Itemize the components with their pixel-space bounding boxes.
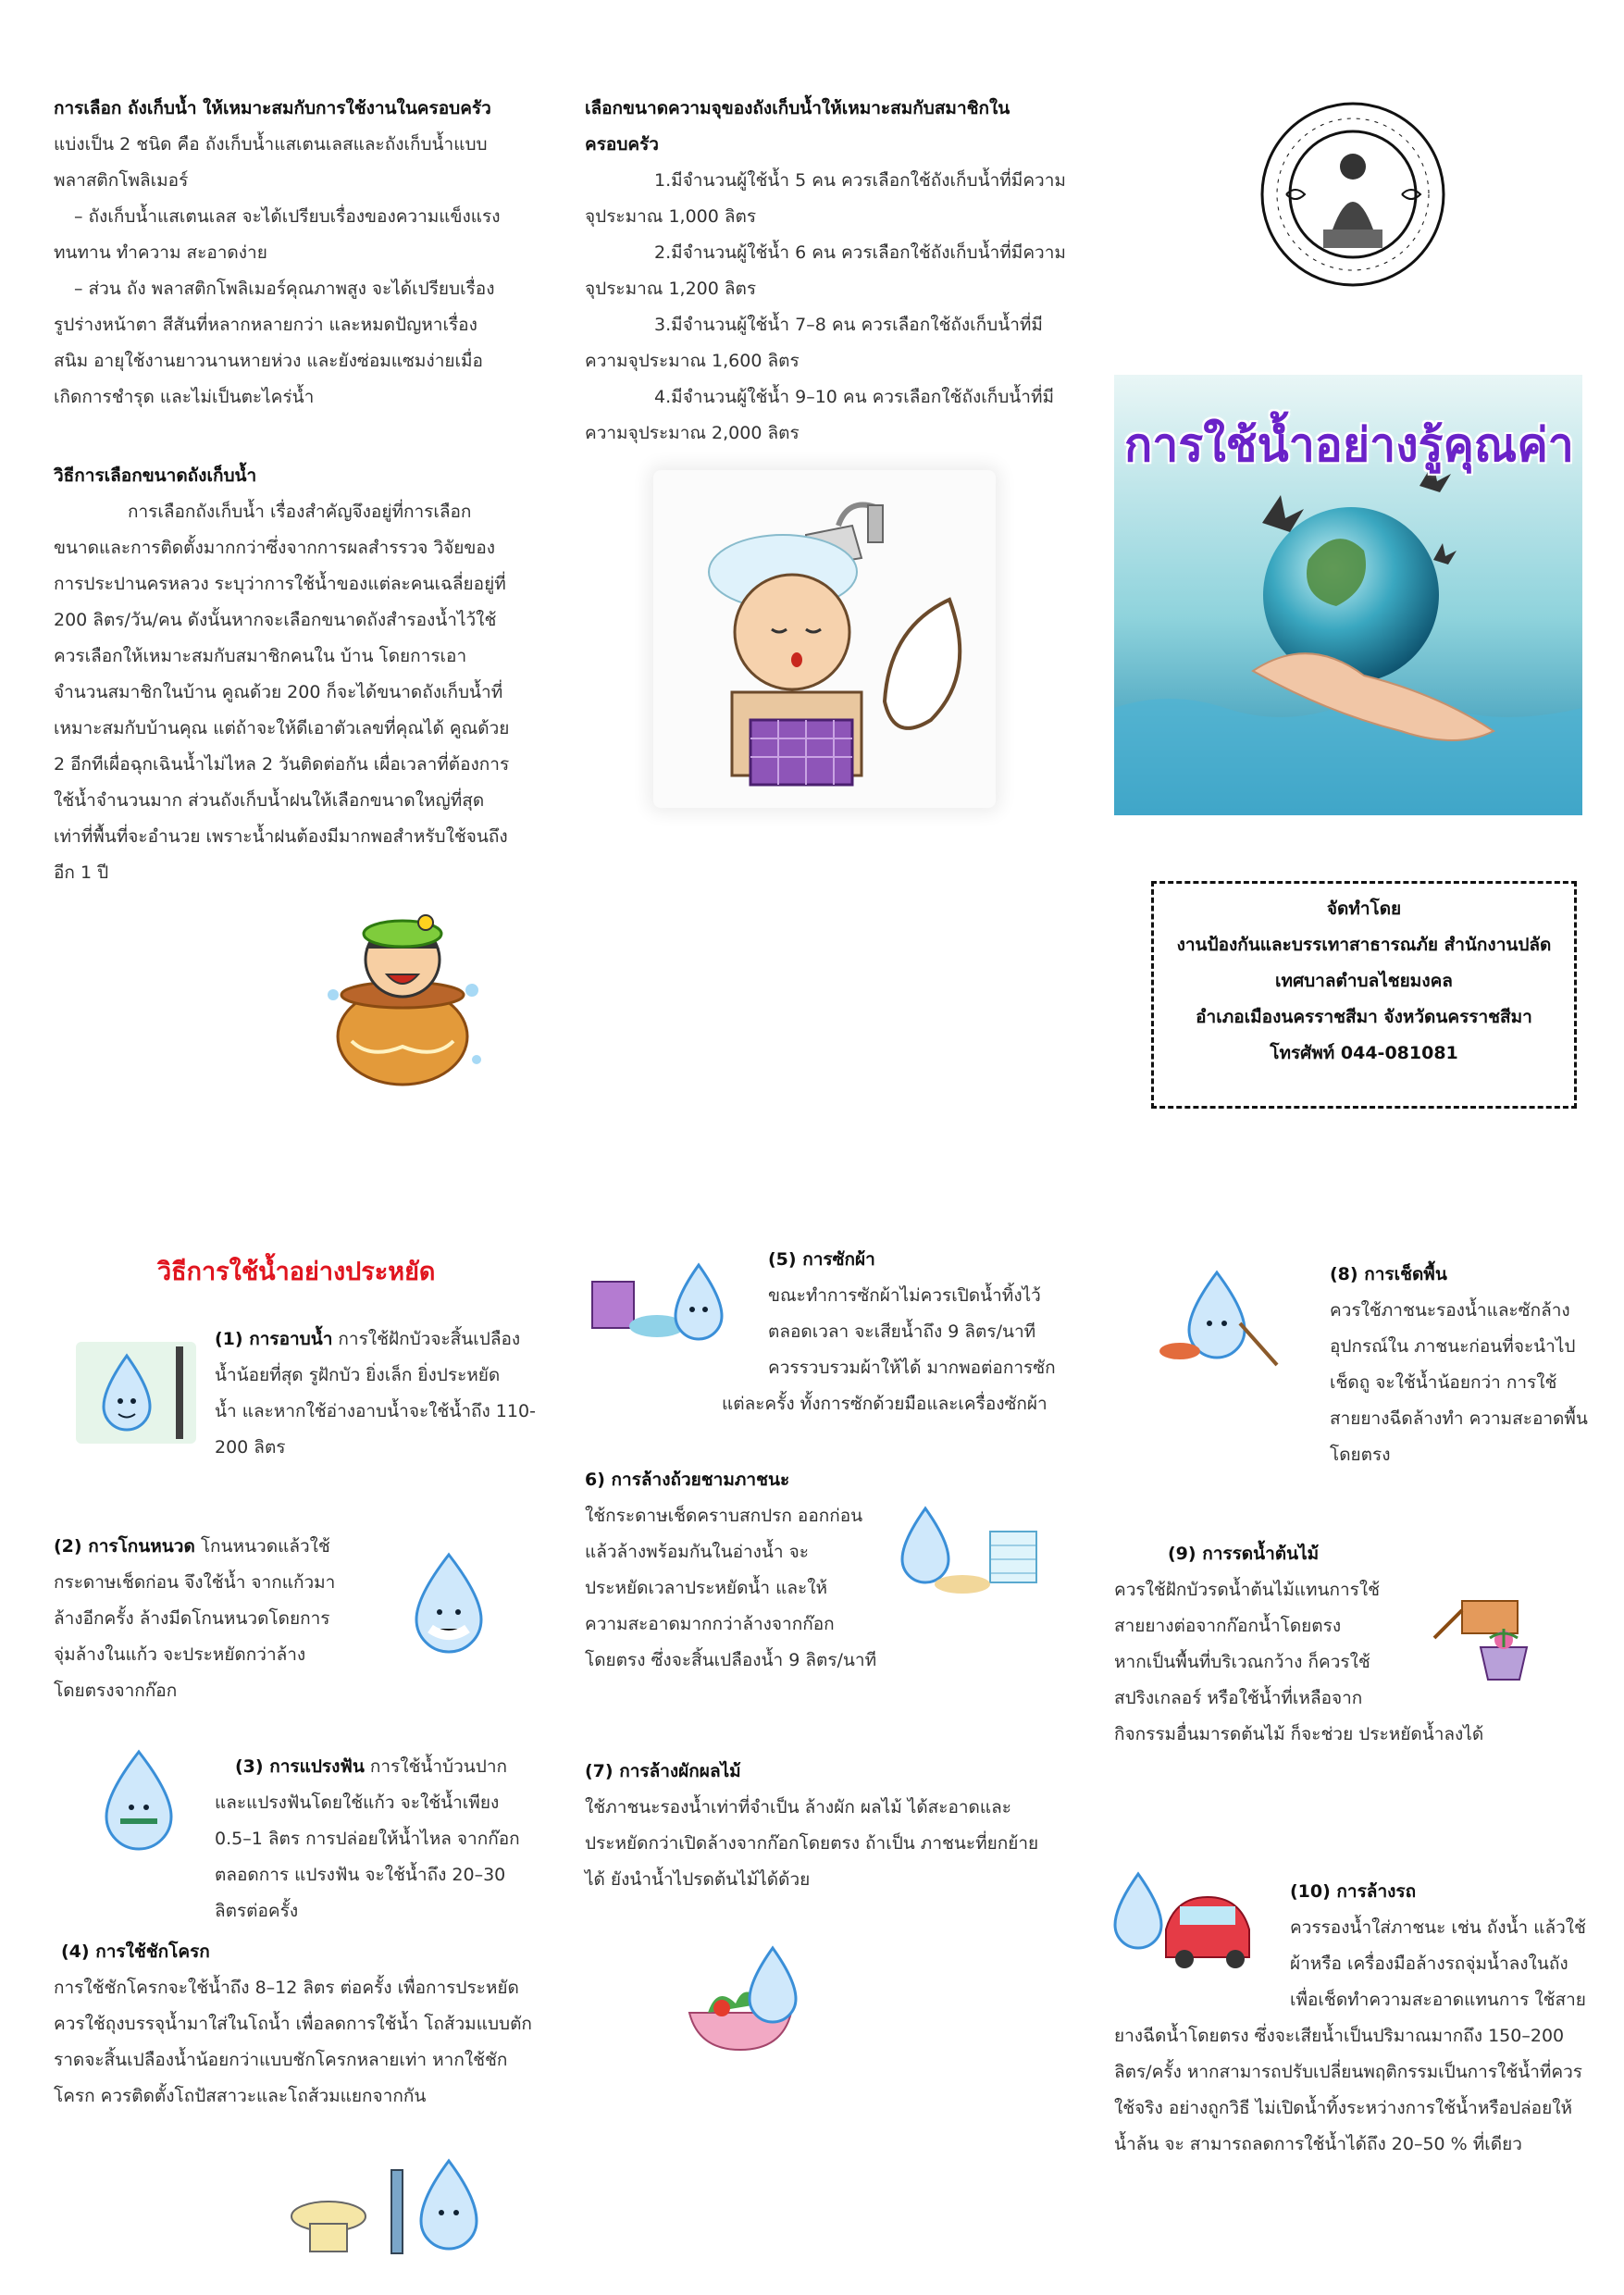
credit-phone: โทรศัพท์ 044-081081 bbox=[1270, 1043, 1458, 1063]
tip-text: การใช้ชักโครกจะใช้น้ำถึง 8–12 ลิตร ต่อครั้ง เพื่อการประหยัด bbox=[54, 1978, 519, 1998]
tip-text: ควรรองน้ำใส่ภาชนะ เช่น ถังน้ำ แล้วใช้ bbox=[1290, 1917, 1586, 1938]
tip-heading: 6) การล้างถ้วยชามภาชนะ bbox=[585, 1470, 790, 1490]
tip-text: ลิตรต่อครั้ง bbox=[215, 1901, 299, 1921]
tip-text: น้ำน้อยที่สุด รูฝักบัว ยิ่งเล็ก ยิ่งประหยัด bbox=[215, 1365, 501, 1385]
tip-text: ผ้าหรือ เครื่องมือล้างรถจุ่มน้ำลงในถัง bbox=[1290, 1954, 1568, 1974]
text-line: ขนาดและการติดตั้งมากกว่าซึ่งจากการผลสำรรวจ วิจัยของ bbox=[54, 538, 496, 558]
municipality-seal bbox=[1258, 100, 1448, 290]
tip-text: โกนหนวดแล้วใช้ bbox=[194, 1536, 330, 1557]
text-line: 2 อีกทีเผื่อฉุกเฉินน้ำไม่ไหล 2 วันติดต่อกัน เผื่อเวลาที่ต้องการ bbox=[54, 754, 510, 775]
tip-text: แต่ละครั้ง ทั้งการซักด้วยมือและเครื่องซักผ้า bbox=[722, 1394, 1048, 1414]
vegetable-drop-icon bbox=[671, 1939, 814, 2059]
saving-title: วิธีการใช้น้ำอย่างประหยัด bbox=[157, 1258, 436, 1286]
tip-text: โครก ควรติดตั้งโถปัสสาวะและโถส้วมแยกจากกัน bbox=[54, 2086, 427, 2106]
credit-municipality: เทศบาลตำบลไชยมงคล bbox=[1275, 971, 1453, 991]
tip-text: แล้วล้างพร้อมกันในอ่างน้ำ จะ bbox=[585, 1542, 809, 1562]
tip-text: ประหยัดเวลาประหยัดน้ำ และให้ bbox=[585, 1578, 828, 1598]
capacity-section bbox=[585, 91, 1075, 452]
cover-title: การใช้น้ำอย่างรู้คุณค่า bbox=[1124, 418, 1574, 472]
tip-text: ตลอดเวลา จะเสียน้ำถึง 9 ลิตร/นาที bbox=[768, 1321, 1036, 1342]
tip-heading: (10) การล้างรถ bbox=[1290, 1881, 1417, 1902]
text-line: เกิดการชำรุด และไม่เป็นตะไคร่น้ำ bbox=[54, 387, 315, 407]
text-line: – ส่วน ถัง พลาสติกโพลิเมอร์คุณภาพสูง จะได้เปรียบเรื่อง bbox=[74, 279, 495, 299]
tip-text: โดยตรงจากก๊อก bbox=[54, 1681, 178, 1701]
tip-text: น้ำล้น จะ สามารถลดการใช้น้ำได้ถึง 20–50 % ที่เดียว bbox=[1114, 2134, 1522, 2154]
text-line: การประปานครหลวง ระบุว่าการใช้น้ำของแต่ละคนเฉลี่ยอยู่ที่ bbox=[54, 574, 506, 594]
tip-text: โดยตรง bbox=[1330, 1445, 1391, 1465]
tip-text: ควรรวบรวมผ้าให้ได้ มากพอต่อการซัก bbox=[768, 1358, 1056, 1378]
tip-text: ลิตร/ครั้ง หากสามารถปรับเปลี่ยนพฤติกรรมเป็นการใช้น้ำที่ควร bbox=[1114, 2062, 1582, 2082]
tip-shaving bbox=[54, 1529, 387, 1709]
text-line: ควรเลือกให้เหมาะสมกับสมาชิกคนใน บ้าน โดยการเอา bbox=[54, 646, 467, 666]
tip-text: ควรใช้ภาชนะรองน้ำและซักล้าง bbox=[1330, 1300, 1570, 1321]
tip-text: การใช้น้ำบ้วนปาก bbox=[364, 1756, 508, 1777]
tip-car-wash bbox=[1114, 1874, 1595, 2163]
tank-choice-section bbox=[54, 91, 535, 416]
tip-text: ขณะทำการซักผ้าไม่ควรเปิดน้ำทิ้งไว้ bbox=[768, 1285, 1041, 1306]
tip-vegetables bbox=[585, 1754, 1085, 1898]
tank-size-method-section bbox=[54, 458, 535, 891]
capacity-item: ความจุประมาณ 2,000 ลิตร bbox=[585, 423, 800, 443]
toothbrush-drop-icon bbox=[93, 1744, 185, 1855]
tip-heading: (9) การรดน้ำต้นไม้ bbox=[1168, 1544, 1320, 1564]
toilet-drop-icon bbox=[282, 2152, 495, 2263]
capacity-item: ความจุประมาณ 1,600 ลิตร bbox=[585, 351, 800, 371]
tip-heading: (8) การเช็ดพื้น bbox=[1330, 1264, 1447, 1284]
tip-text: ใช้กระดาษเช็ดคราบสกปรก ออกก่อน bbox=[585, 1506, 863, 1526]
tip-text: ความสะอาดมากกว่าล้างจากก๊อก bbox=[585, 1614, 835, 1634]
tip-mopping bbox=[1330, 1257, 1607, 1473]
credit-department: งานป้องกันและบรรเทาสาธารณภัย สำนักงานปลัด bbox=[1176, 935, 1552, 955]
tip-text: เช็ดถู จะใช้น้ำน้อยกว่า การใช้ bbox=[1330, 1372, 1557, 1393]
shaving-drop-icon bbox=[393, 1545, 514, 1656]
bathing-jar-illustration bbox=[315, 902, 490, 1087]
tip-heading: (5) การซักผ้า bbox=[768, 1249, 875, 1270]
capacity-item: 3.มีจำนวนผู้ใช้น้ำ 7–8 คน ควรเลือกใช้ถังเก็บน้ำที่มี bbox=[654, 315, 1043, 335]
capacity-item: 4.มีจำนวนผู้ใช้น้ำ 9–10 คน ควรเลือกใช้ถังเก็บน้ำที่มี bbox=[654, 387, 1054, 407]
tip-text: สายยางต่อจากก๊อกน้ำโดยตรง bbox=[1114, 1616, 1342, 1636]
tip-heading: (3) การแปรงฟัน bbox=[235, 1756, 365, 1777]
tip-text: ประหยัดกว่าเปิดล้างจากก๊อกโดยตรง ถ้าเป็น ภาชนะที่ยกย้าย bbox=[585, 1833, 1039, 1854]
text-line: ใช้น้ำจำนวนมาก ส่วนถังเก็บน้ำฝนให้เลือกขนาดใหญ่ที่สุด bbox=[54, 790, 485, 811]
tip-shower bbox=[215, 1321, 548, 1466]
tip-text: และแปรงฟันโดยใช้แก้ว จะใช้น้ำเพียง bbox=[215, 1793, 500, 1813]
tip-toothbrush bbox=[215, 1749, 548, 1929]
capacity-item: จุประมาณ 1,200 ลิตร bbox=[585, 279, 757, 299]
tip-laundry bbox=[722, 1242, 1110, 1422]
capacity-heading: ครอบครัว bbox=[585, 134, 659, 155]
tip-text: กระดาษเช็ดก่อน จึงใช้น้ำ จากแก้วมา bbox=[54, 1572, 336, 1593]
tip-toilet bbox=[54, 1934, 553, 2115]
tip-text: การใช้ฝักบัวจะสิ้นเปลือง bbox=[332, 1329, 521, 1349]
mopping-drop-icon bbox=[1152, 1268, 1282, 1370]
shower-drop-icon bbox=[76, 1342, 196, 1444]
tip-text: ใช้ภาชนะรองน้ำเท่าที่จำเป็น ล้างผัก ผลไม้ ได้สะอาดและ bbox=[585, 1797, 1011, 1817]
text-line: รูปร่างหน้าตา สีสันที่หลากหลายกว่า และหมดปัญหาเรื่อง bbox=[54, 315, 477, 335]
tip-dishwashing bbox=[585, 1462, 918, 1679]
text-line: เหมาะสมกับบ้านคุณ แต่ถ้าจะให้ดีเอาตัวเลขที่คุณได้ คูณด้วย bbox=[54, 718, 510, 738]
text-line: การเลือกถังเก็บน้ำ เรื่องสำคัญจึงอยู่ที่การเลือก bbox=[128, 502, 472, 522]
text-line: 200 ลิตร/วัน/คน ดังนั้นหากจะเลือกขนาดถังสำรองน้ำไว้ใช้ bbox=[54, 610, 497, 630]
tank-size-method-heading: วิธีการเลือกขนาดถังเก็บน้ำ bbox=[54, 465, 257, 486]
tip-text: ควรใช้ฝักบัวรดน้ำต้นไม้แทนการใช้ bbox=[1114, 1580, 1381, 1600]
tip-heading: (2) การโกนหนวด bbox=[54, 1536, 195, 1557]
tip-text: อุปกรณ์ใน ภาชนะก่อนที่จะนำไป bbox=[1330, 1336, 1576, 1357]
capacity-item: 1.มีจำนวนผู้ใช้น้ำ 5 คน ควรเลือกใช้ถังเก็บน้ำที่มีความ bbox=[654, 170, 1066, 191]
tip-text: สปริงเกลอร์ หรือใช้น้ำที่เหลือจาก bbox=[1114, 1688, 1363, 1708]
capacity-item: จุประมาณ 1,000 ลิตร bbox=[585, 206, 757, 227]
tip-heading: (1) การอาบน้ำ bbox=[215, 1329, 333, 1349]
tip-text: สายยางฉีดล้างทำ ความสะอาดพื้น bbox=[1330, 1408, 1588, 1429]
tip-watering bbox=[1114, 1536, 1558, 1753]
capacity-item: 2.มีจำนวนผู้ใช้น้ำ 6 คน ควรเลือกใช้ถังเก็บน้ำที่มีความ bbox=[654, 242, 1066, 263]
text-line: อีก 1 ปี bbox=[54, 862, 109, 883]
tip-text: ล้างอีกครั้ง ล้างมีดโกนหนวดโดยการ bbox=[54, 1608, 330, 1629]
text-line: พลาสติกโพลิเมอร์ bbox=[54, 170, 189, 191]
tip-text: ตลอดการ แปรงฟัน จะใช้น้ำถึง 20–30 bbox=[215, 1865, 506, 1885]
tip-text: ราดจะสิ้นเปลืองน้ำน้อยกว่าแบบชักโครกหลายเท่า หากใช้ชัก bbox=[54, 2050, 508, 2070]
capacity-heading: เลือกขนาดความจุของถังเก็บน้ำให้เหมาะสมกับสมาชิกใน bbox=[585, 98, 1010, 118]
credit-box bbox=[1151, 881, 1577, 1109]
tip-text: กิจกรรมอื่นมารดต้นไม้ ก็จะช่วย ประหยัดน้ำลงได้ bbox=[1114, 1724, 1484, 1744]
tip-text: จุ่มล้างในแก้ว จะประหยัดกว่าล้าง bbox=[54, 1644, 306, 1665]
text-line: – ถังเก็บน้ำแสเตนเลส จะได้เปรียบเรื่องของความแข็งแรง bbox=[74, 206, 501, 227]
tip-heading: (4) การใช้ชักโครก bbox=[61, 1941, 210, 1962]
tip-heading: (7) การล้างผักผลไม้ bbox=[585, 1761, 741, 1781]
text-line: แบ่งเป็น 2 ชนิด คือ ถังเก็บน้ำแสเตนเลสและถังเก็บน้ำแบบ bbox=[54, 134, 488, 155]
tip-text: ยางฉีดน้ำโดยตรง ซึ่งจะเสียน้ำเป็นปริมาณมากถึง 150–200 bbox=[1114, 2026, 1565, 2046]
tip-text: โดยตรง ซึ่งจะสิ้นเปลืองน้ำ 9 ลิตร/นาที bbox=[585, 1650, 877, 1670]
credit-label: จัดทำโดย bbox=[1326, 899, 1402, 919]
laundry-drop-icon bbox=[583, 1254, 731, 1346]
tip-text: 0.5–1 ลิตร การปล่อยให้น้ำไหล จากก๊อก bbox=[215, 1829, 520, 1849]
tip-text: ควรใช้ถุงบรรจุน้ำมาใส่ในโถน้ำ เพื่อลดการใช้น้ำ โถส้วมแบบตัก bbox=[54, 2014, 532, 2034]
tip-text: ได้ ยังนำน้ำไปรดต้นไม้ได้ด้วย bbox=[585, 1869, 811, 1890]
tip-text: เพื่อเช็ดทำความสะอาดแทนการ ใช้สาย bbox=[1290, 1990, 1586, 2010]
tank-choice-heading: การเลือก ถังเก็บน้ำ ให้เหมาะสมกับการใช้งานในครอบครัว bbox=[54, 98, 491, 118]
tip-text: น้ำ และหากใช้อ่างอาบน้ำจะใช้น้ำถึง 110- bbox=[215, 1401, 536, 1421]
tip-text: ใช้จริง อย่างถูกวิธี ไม่เปิดน้ำทิ้งระหว่างการใช้น้ำหรือปล่อยให้ bbox=[1114, 2098, 1573, 2118]
text-line: เท่าที่พื้นที่จะอำนวย เพราะน้ำฝนต้องมีมากพอสำหรับใช้จนถึง bbox=[54, 826, 508, 847]
text-line: จำนวนสมาชิกในบ้าน คูณด้วย 200 ก็จะได้ขนาดถังเก็บน้ำที่ bbox=[54, 682, 503, 702]
tip-text: หากเป็นพื้นที่บริเวณกว้าง ก็ควรใช้ bbox=[1114, 1652, 1370, 1672]
tip-text: 200 ลิตร bbox=[215, 1437, 286, 1458]
text-line: สนิม อายุใช้งานยาวนานหายห่วง และยังซ่อมแซมง่ายเมื่อ bbox=[54, 351, 483, 371]
shower-boy-illustration bbox=[653, 470, 996, 808]
credit-location: อำเภอเมืองนครราชสีมา จังหวัดนครราชสีมา bbox=[1196, 1007, 1532, 1027]
text-line: ทนทาน ทำความ สะอาดง่าย bbox=[54, 242, 267, 263]
